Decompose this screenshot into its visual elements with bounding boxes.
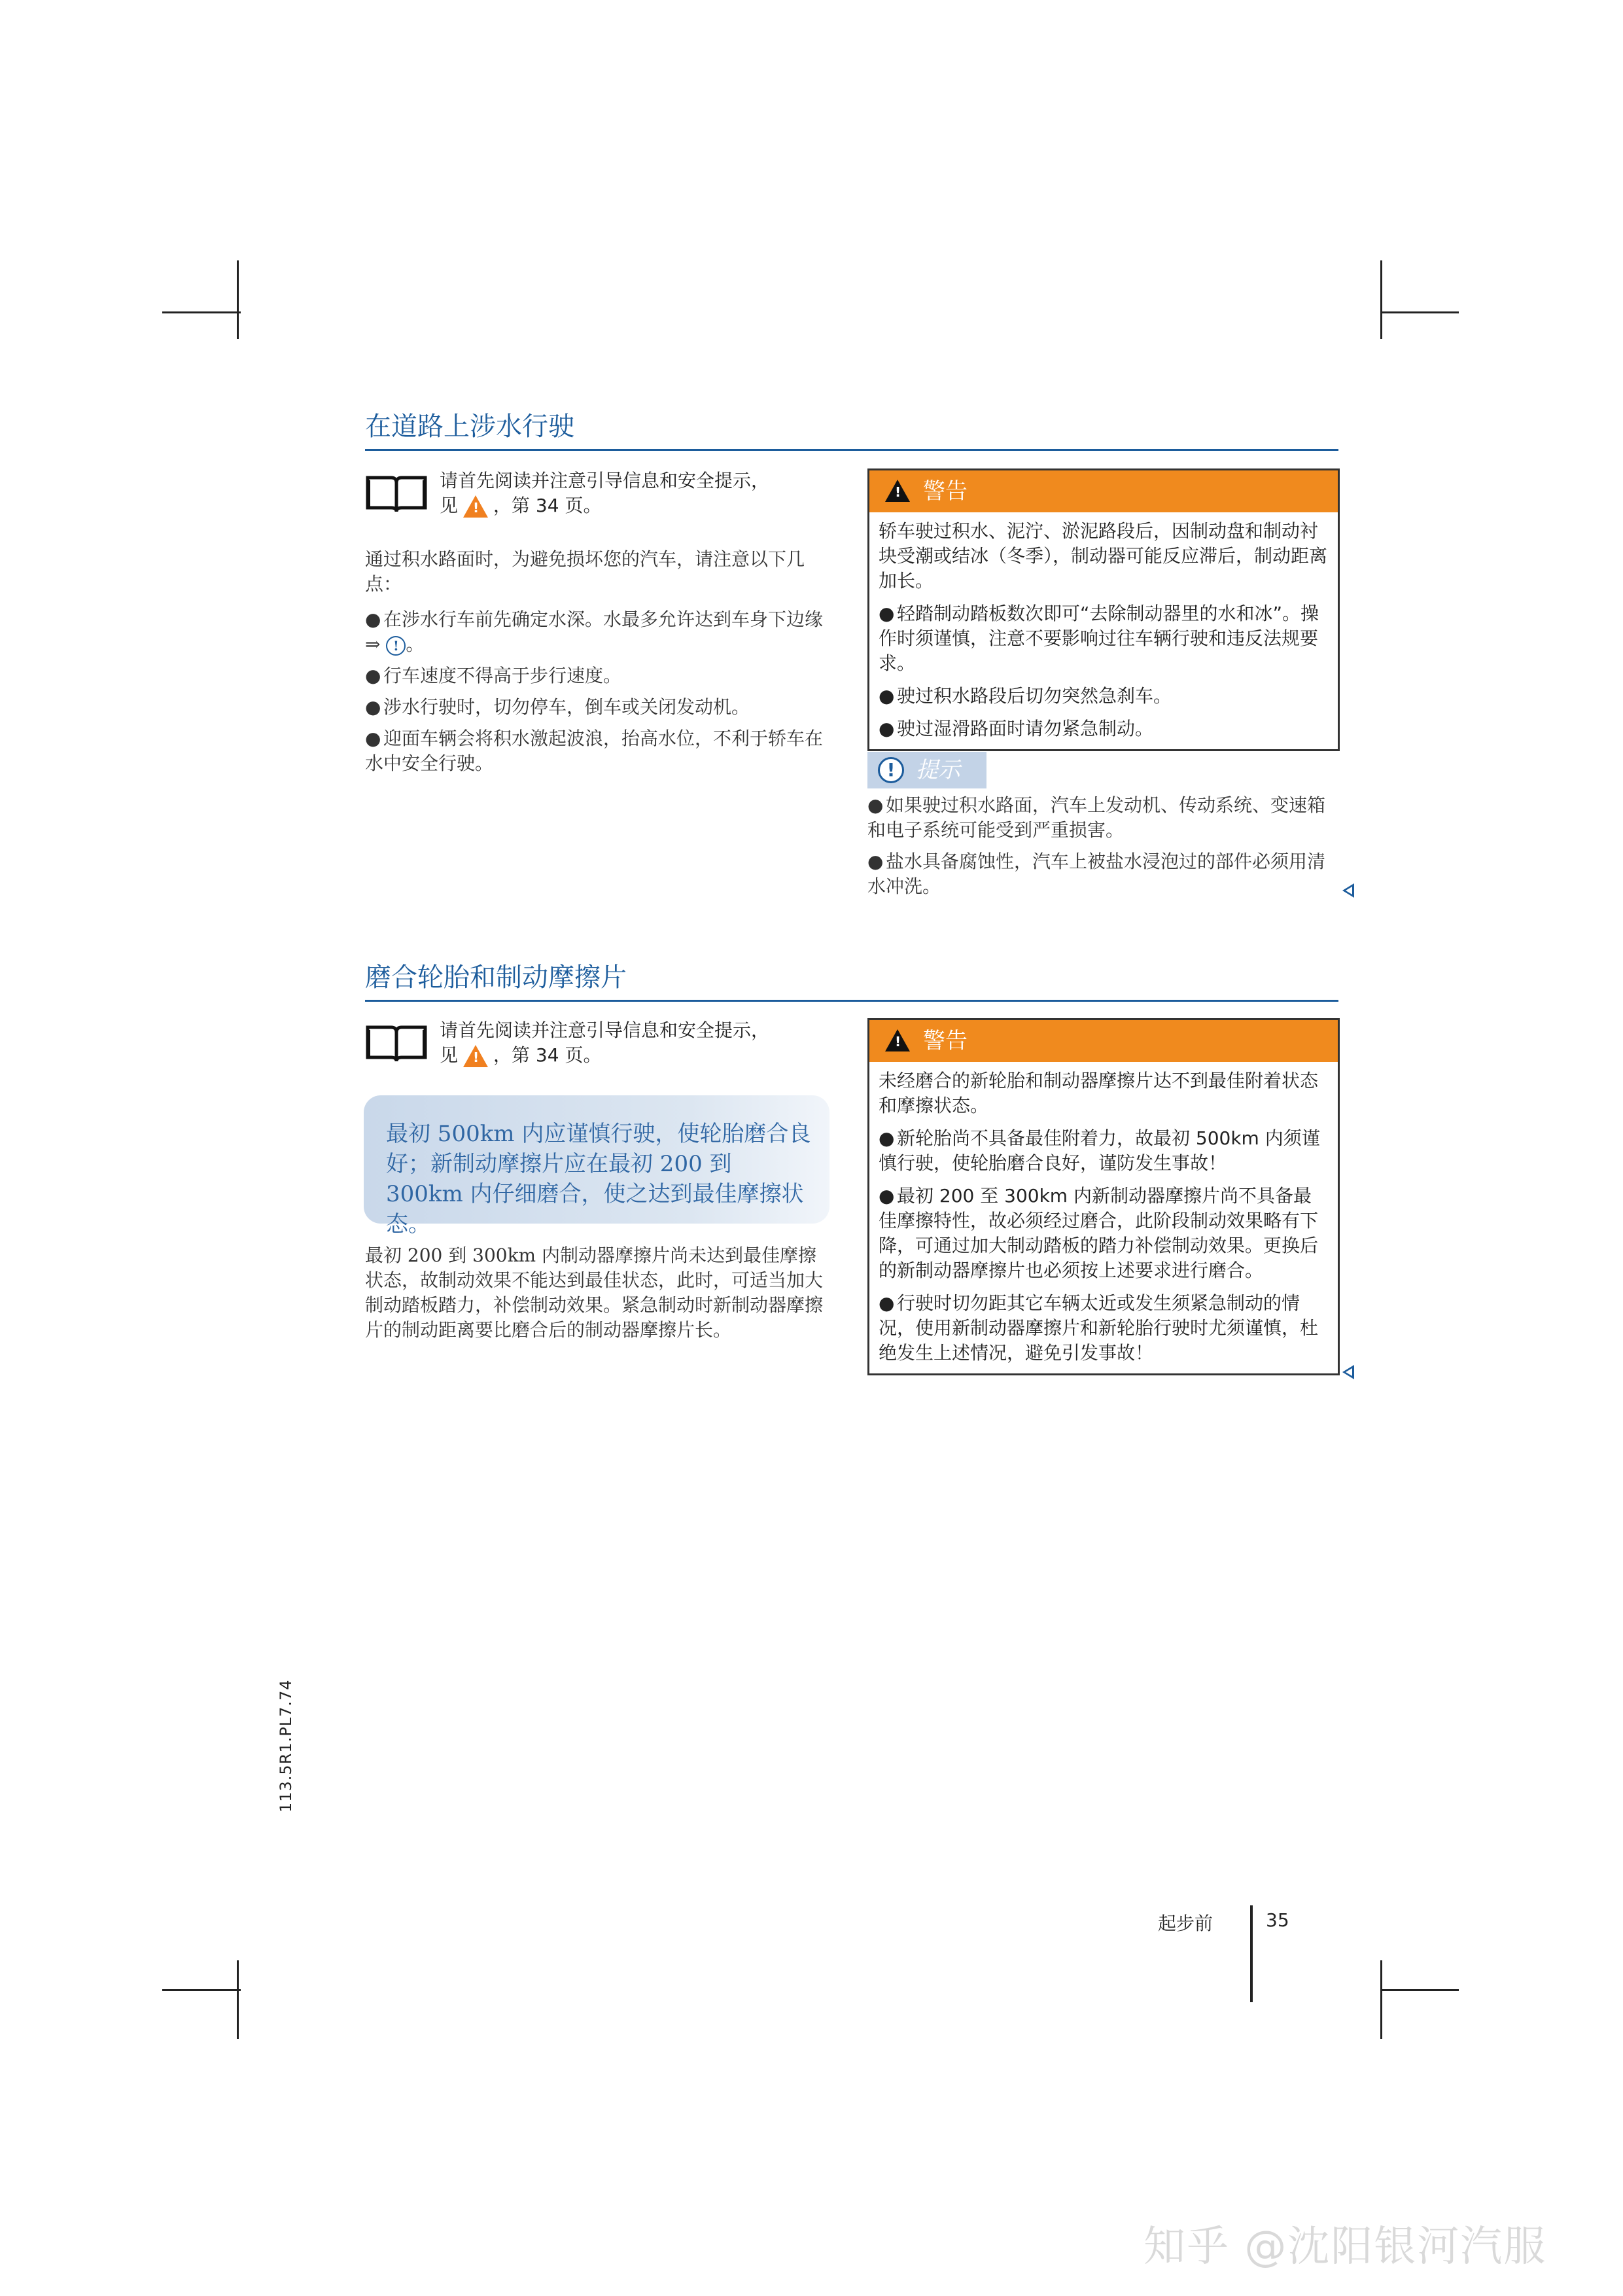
hint-item: ● 如果驶过积水路面，汽车上发动机、传动系统、变速箱和电子系统可能受到严重损害。 bbox=[867, 794, 1326, 841]
document-code: 113.5R1.PL7.74 bbox=[277, 1679, 295, 1812]
crop-mark bbox=[1380, 1989, 1459, 1991]
crop-mark bbox=[162, 1989, 241, 1991]
warning-item: ● 轻踏制动踏板数次即可“去除制动器里的水和冰”。操作时须谨慎，注意不要影响过往车辆行驶和违反法规要求。 bbox=[879, 603, 1319, 674]
list-item: ● 行车速度不得高于步行速度。 bbox=[365, 665, 622, 686]
crop-mark bbox=[1380, 1960, 1382, 2039]
footer-divider bbox=[1250, 1905, 1253, 2002]
warning-item: ● 驶过积水路段后切勿突然急刹车。 bbox=[879, 685, 1172, 707]
watermark: 知乎 @沈阳银河汽服 bbox=[1143, 2223, 1547, 2271]
crop-mark bbox=[1380, 260, 1382, 339]
list-item: ● 在涉水行车前先确定水深。水最多允许达到车身下边缘 ⇒ ! 。 bbox=[365, 609, 824, 655]
warning-item: ● 最初 200 至 300km 内新制动器摩擦片尚不具备最佳摩擦特性，故必须经过磨合，此阶段制动效果略有下降，可通过加大制动踏板的踏力补偿制动效果。更换后的新制动器摩擦片也必须按上述要求进行磨合。 bbox=[879, 1185, 1319, 1281]
read-notice bbox=[365, 1018, 823, 1077]
end-of-section-triangle-icon bbox=[1342, 883, 1354, 898]
warning-triangle-icon: ! bbox=[463, 1045, 488, 1067]
warning-box bbox=[867, 1018, 1340, 1375]
body-paragraph: 最初 200 到 300km 内制动器摩擦片尚未达到最佳摩擦状态，故制动效果不能达到最佳状态，此时，可适当加大制动踏板踏力，补偿制动效果。紧急制动时新制动器摩擦片的制动距离要比磨合后的制动器摩擦片长。 bbox=[365, 1245, 824, 1341]
info-circle-icon[interactable]: ! bbox=[386, 636, 406, 656]
book-icon bbox=[365, 474, 428, 514]
warning-header bbox=[869, 470, 1338, 512]
info-circle-icon: ! bbox=[878, 757, 904, 783]
section-title-break-in: 磨合轮胎和制动摩擦片 bbox=[365, 964, 1338, 1002]
notice-text: 请首先阅读并注意引导信息和安全提示， bbox=[440, 470, 770, 491]
list-item: ● 迎面车辆会将积水激起波浪，抬高水位，不利于轿车在水中安全行驶。 bbox=[365, 728, 824, 774]
warning-item: ● 驶过湿滑路面时请勿紧急制动。 bbox=[879, 718, 1154, 739]
book-icon bbox=[365, 1023, 428, 1064]
notice-text: 请首先阅读并注意引导信息和安全提示， bbox=[440, 1019, 770, 1041]
notice-page-ref[interactable]: ，第 34 页。 bbox=[493, 495, 602, 516]
warning-intro: 轿车驶过积水、泥泞、淤泥路段后，因制动盘和制动衬块受潮或结冰（冬季），制动器可能反应滞后，制动距离加长。 bbox=[879, 520, 1328, 592]
end-of-section-triangle-icon bbox=[1342, 1365, 1354, 1379]
warning-item: ● 新轮胎尚不具备最佳附着力，故最初 500km 内须谨慎行驶，使轮胎磨合良好，谨防发生事故！ bbox=[879, 1127, 1320, 1174]
warning-title: 警告 bbox=[923, 1028, 968, 1054]
warning-title: 警告 bbox=[923, 478, 968, 504]
hint-item: ● 盐水具备腐蚀性，汽车上被盐水浸泡过的部件必须用清水冲洗。 bbox=[867, 851, 1326, 897]
list-item: ● 涉水行驶时，切勿停车，倒车或关闭发动机。 bbox=[365, 696, 750, 718]
highlight-panel bbox=[364, 1095, 829, 1237]
hint-title: 提示 bbox=[916, 757, 960, 783]
notice-see: 见 bbox=[440, 1044, 459, 1066]
page-number: 35 bbox=[1266, 1909, 1289, 1931]
notice-page-ref[interactable]: ，第 34 页。 bbox=[493, 1044, 602, 1066]
intro-paragraph: 通过积水路面时，为避免损坏您的汽车，请注意以下几点： bbox=[365, 548, 805, 595]
warning-triangle-icon: ! bbox=[885, 480, 910, 502]
warning-triangle-icon: ! bbox=[885, 1029, 910, 1051]
highlight-text: 最初 500km 内应谨慎行驶，使轮胎磨合良好；新制动摩擦片应在最初 200 到 300km 内仔细磨合，使之达到最佳摩擦状态。 bbox=[386, 1121, 811, 1237]
hint-header bbox=[867, 752, 986, 788]
section-title-wading: 在道路上涉水行驶 bbox=[365, 414, 1338, 451]
crop-mark bbox=[237, 1960, 239, 2039]
warning-item: ● 行驶时切勿距其它车辆太近或发生须紧急制动的情况，使用新制动器摩擦片和新轮胎行驶时尤须谨慎，杜绝发生上述情况，避免引发事故！ bbox=[879, 1292, 1319, 1364]
warning-triangle-icon: ! bbox=[463, 495, 488, 518]
notice-see: 见 bbox=[440, 495, 459, 516]
warning-intro: 未经磨合的新轮胎和制动器摩擦片达不到最佳附着状态和摩擦状态。 bbox=[879, 1070, 1319, 1116]
crop-mark bbox=[162, 311, 241, 313]
warning-header bbox=[869, 1020, 1338, 1062]
footer-section-label: 起步前 bbox=[1158, 1913, 1213, 1934]
warning-box bbox=[867, 468, 1340, 751]
crop-mark bbox=[237, 260, 239, 339]
crop-mark bbox=[1380, 311, 1459, 313]
read-notice bbox=[365, 468, 823, 527]
